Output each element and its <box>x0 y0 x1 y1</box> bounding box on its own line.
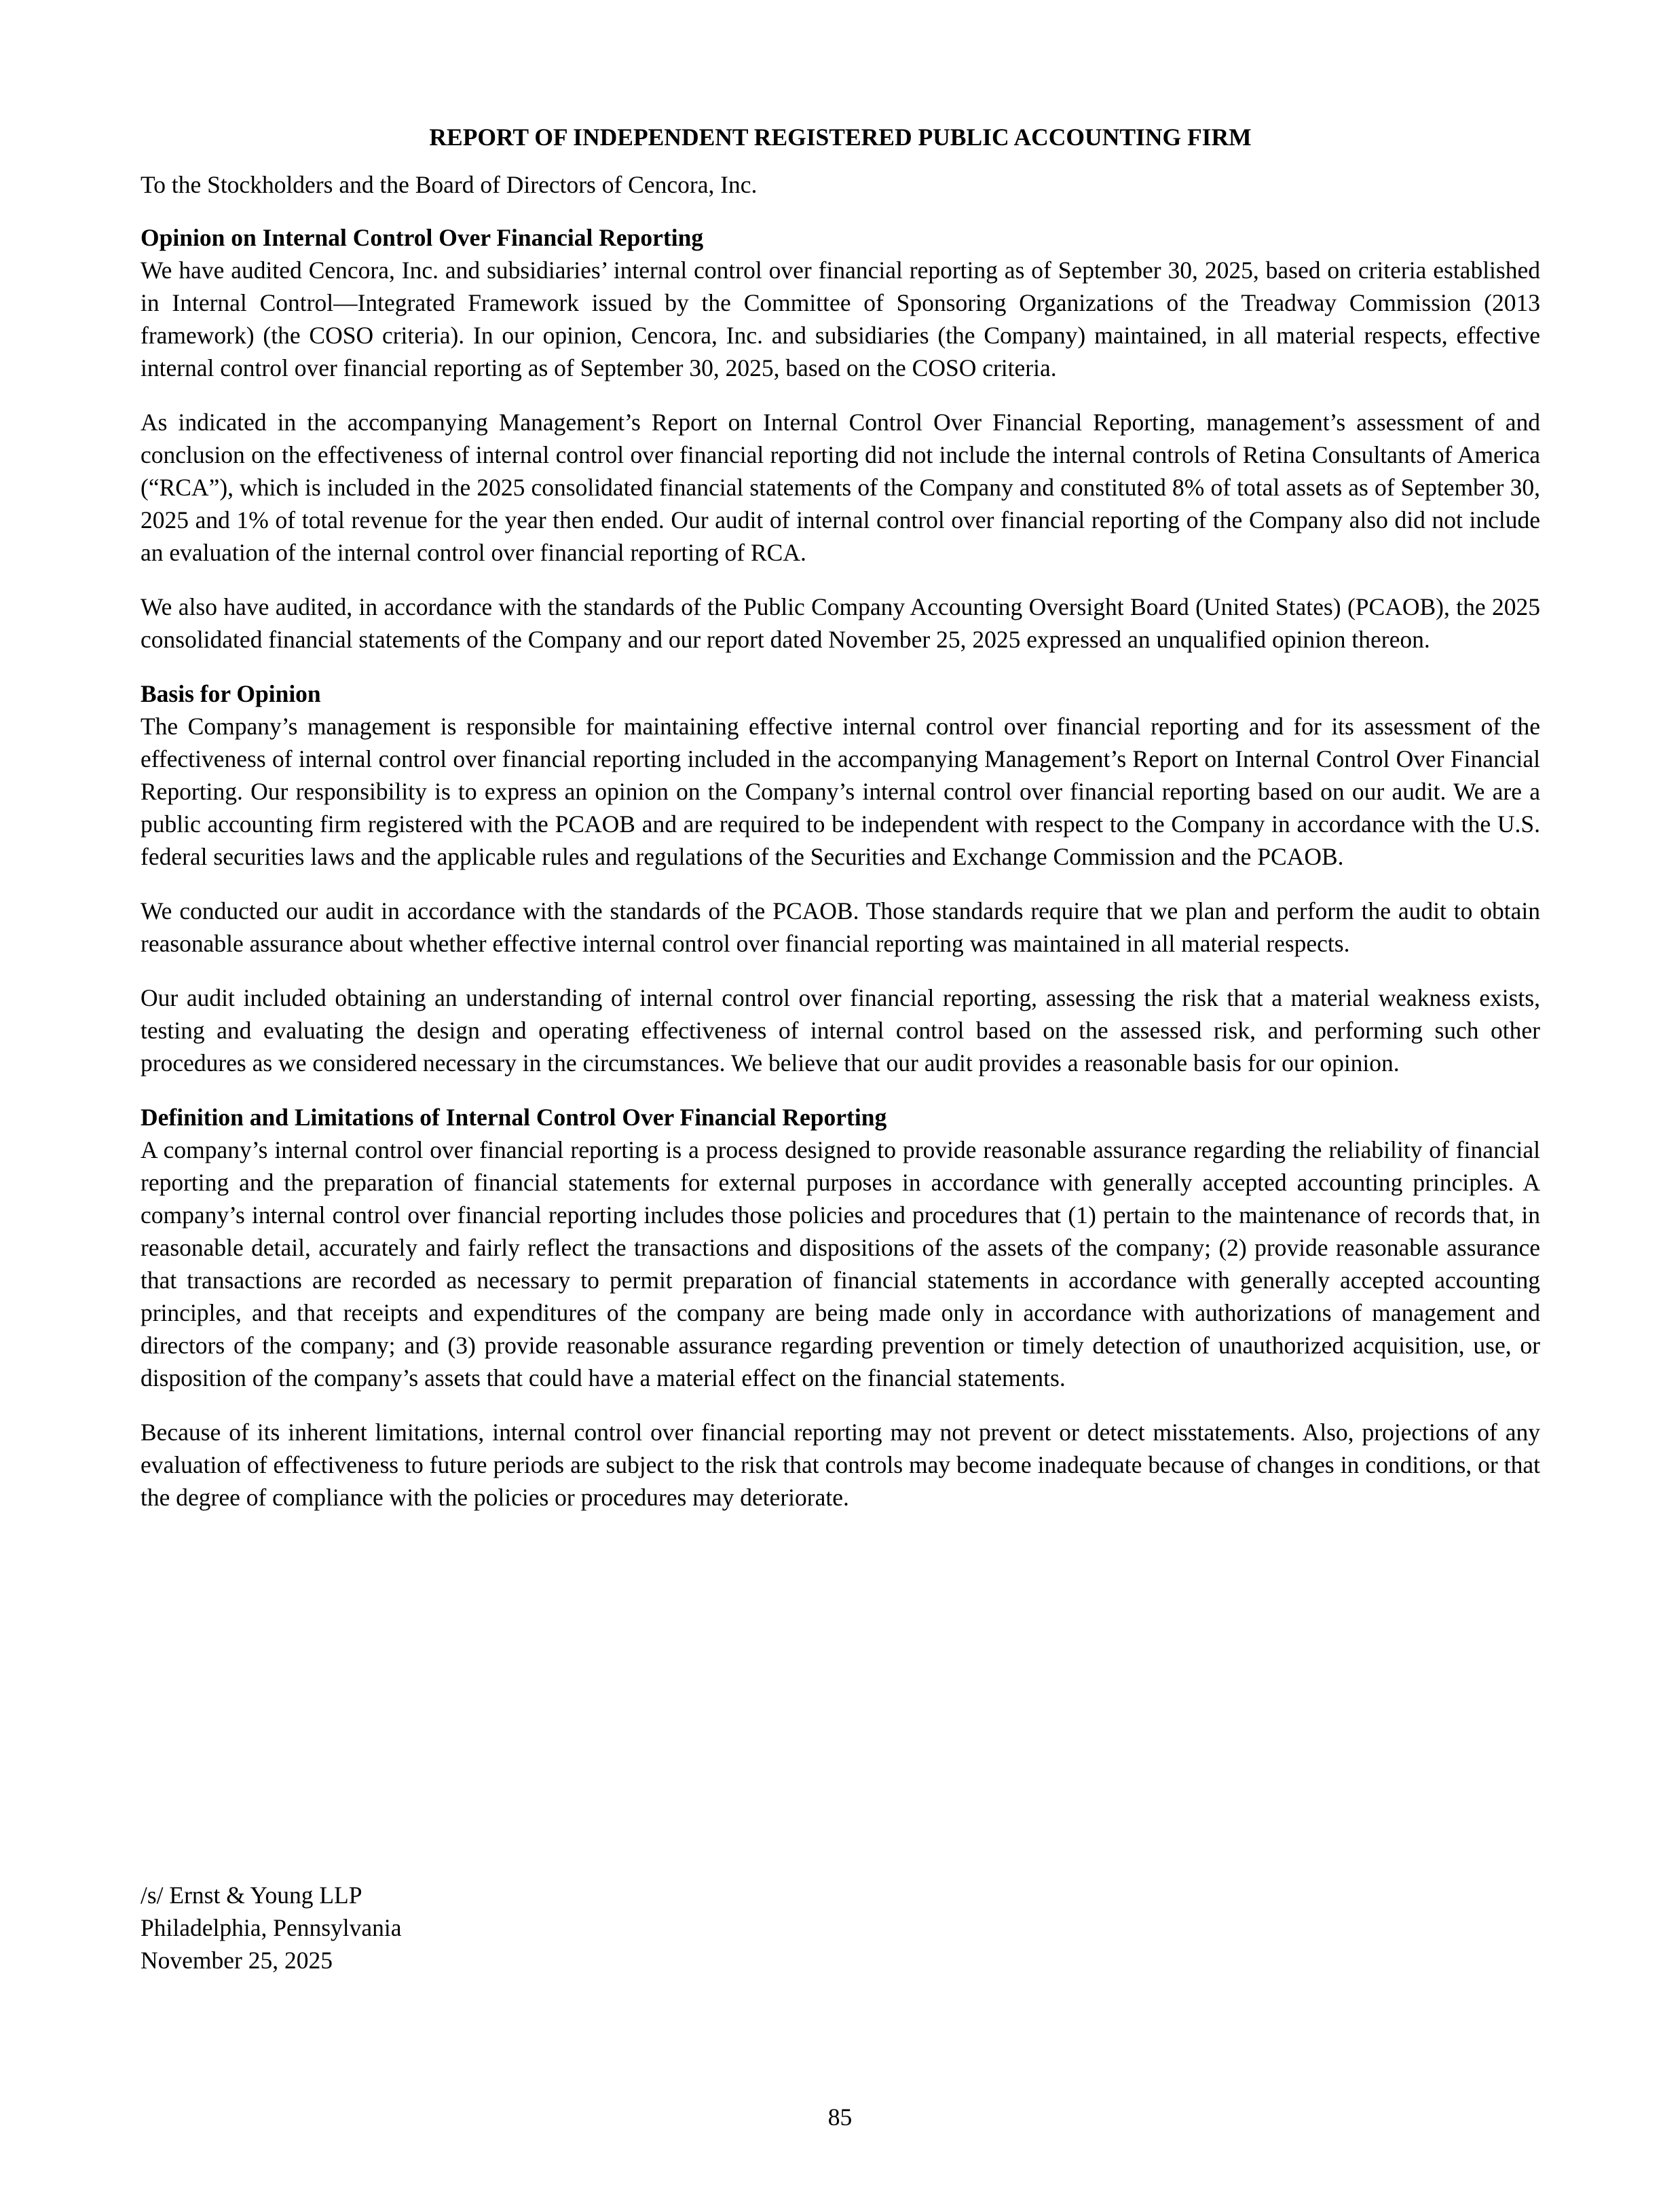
section-definition-and-limitations <box>141 1101 1540 1514</box>
addressee-line: To the Stockholders and the Board of Directors of Cencora, Inc. <box>141 171 758 198</box>
paragraph: We also have audited, in accordance with the standards of the Public Company Accounting Oversight Board (United States) (PCAOB), the 2025 consolidated financial statements of the Company and our report dated November 25, 2025 expressed an unqualified opinion thereon. <box>141 593 1540 653</box>
paragraph: Because of its inherent limitations, internal control over financial reporting may not prevent or detect misstatements. Also, projections of any evaluation of effectiveness to future periods are subject to the risk that controls may become inadequate because of changes in conditions, or that the degree of compliance with the policies or procedures may deteriorate. <box>141 1419 1540 1511</box>
paragraph: A company’s internal control over financial reporting is a process designed to provide reasonable assurance regarding the reliability of financial reporting and the preparation of financial statements for external purposes in accordance with generally accepted accounting principles. A company’s internal control over financial reporting includes those policies and procedures that (1) pertain to the maintenance of records that, in reasonable detail, accurately and fairly reflect the transactions and dispositions of the assets of the company; (2) provide reasonable assurance that transactions are recorded as necessary to permit preparation of financial statements in accordance with generally accepted accounting principles, and that receipts and expenditures of the company are being made only in accordance with authorizations of management and directors of the company; and (3) provide reasonable assurance regarding prevention or timely detection of unauthorized acquisition, use, or disposition of the company’s assets that could have a material effect on the financial statements. <box>141 1136 1540 1391</box>
paragraph: We conducted our audit in accordance with the standards of the PCAOB. Those standards require that we plan and perform the audit to obtain reasonable assurance about whether effective internal control over financial reporting was maintained in all material respects. <box>141 897 1540 957</box>
report-body <box>141 121 1540 1535</box>
section-basis-for-opinion <box>141 677 1540 1079</box>
report-title: REPORT OF INDEPENDENT REGISTERED PUBLIC ACCOUNTING FIRM <box>429 124 1252 151</box>
paragraph: Our audit included obtaining an understanding of internal control over financial reporting, assessing the risk that a material weakness exists, testing and evaluating the design and operating effectiveness of internal control based on the assessed risk, and performing such other procedures as we considered necessary in the circumstances. We believe that our audit provides a reasonable basis for our opinion. <box>141 984 1540 1077</box>
section-heading: Definition and Limitations of Internal Control Over Financial Reporting <box>141 1104 887 1131</box>
signature-date: November 25, 2025 <box>141 1947 333 1974</box>
section-heading: Opinion on Internal Control Over Financial Reporting <box>141 224 704 251</box>
signature-firm: /s/ Ernst & Young LLP <box>141 1882 362 1909</box>
paragraph: The Company’s management is responsible for maintaining effective internal control over financial reporting and for its assessment of the effectiveness of internal control over financial reporting included in the accompanying Management’s Report on Internal Control Over Financial Reporting. Our responsibility is to express an opinion on the Company’s internal control over financial reporting based on our audit. We are a public accounting firm registered with the PCAOB and are required to be independent with respect to the Company in accordance with the U.S. federal securities laws and the applicable rules and regulations of the Securities and Exchange Commission and the PCAOB. <box>141 713 1540 870</box>
section-heading: Basis for Opinion <box>141 680 321 707</box>
section-opinion <box>141 221 1540 656</box>
signature-location: Philadelphia, Pennsylvania <box>141 1914 402 1941</box>
page-number: 85 <box>827 2103 853 2131</box>
paragraph: As indicated in the accompanying Management’s Report on Internal Control Over Financial Reporting, management’s assessment of and conclusion on the effectiveness of internal control over financial reporting did not include the internal controls of Retina Consultants of America (“RCA”), which is included in the 2025 consolidated financial statements of the Company and constituted 8% of total assets as of September 30, 2025 and 1% of total revenue for the year then ended. Our audit of internal control over financial reporting of the Company also did not include an evaluation of the internal control over financial reporting of RCA. <box>141 409 1540 566</box>
paragraph: We have audited Cencora, Inc. and subsidiaries’ internal control over financial reporting as of September 30, 2025, based on criteria established in Internal Control—Integrated Framework issued by the Committee of Sponsoring Organizations of the Treadway Commission (2013 framework) (the COSO criteria). In our opinion, Cencora, Inc. and subsidiaries (the Company) maintained, in all material respects, effective internal control over financial reporting as of September 30, 2025, based on the COSO criteria. <box>141 257 1540 381</box>
signature-block <box>141 1879 402 1977</box>
